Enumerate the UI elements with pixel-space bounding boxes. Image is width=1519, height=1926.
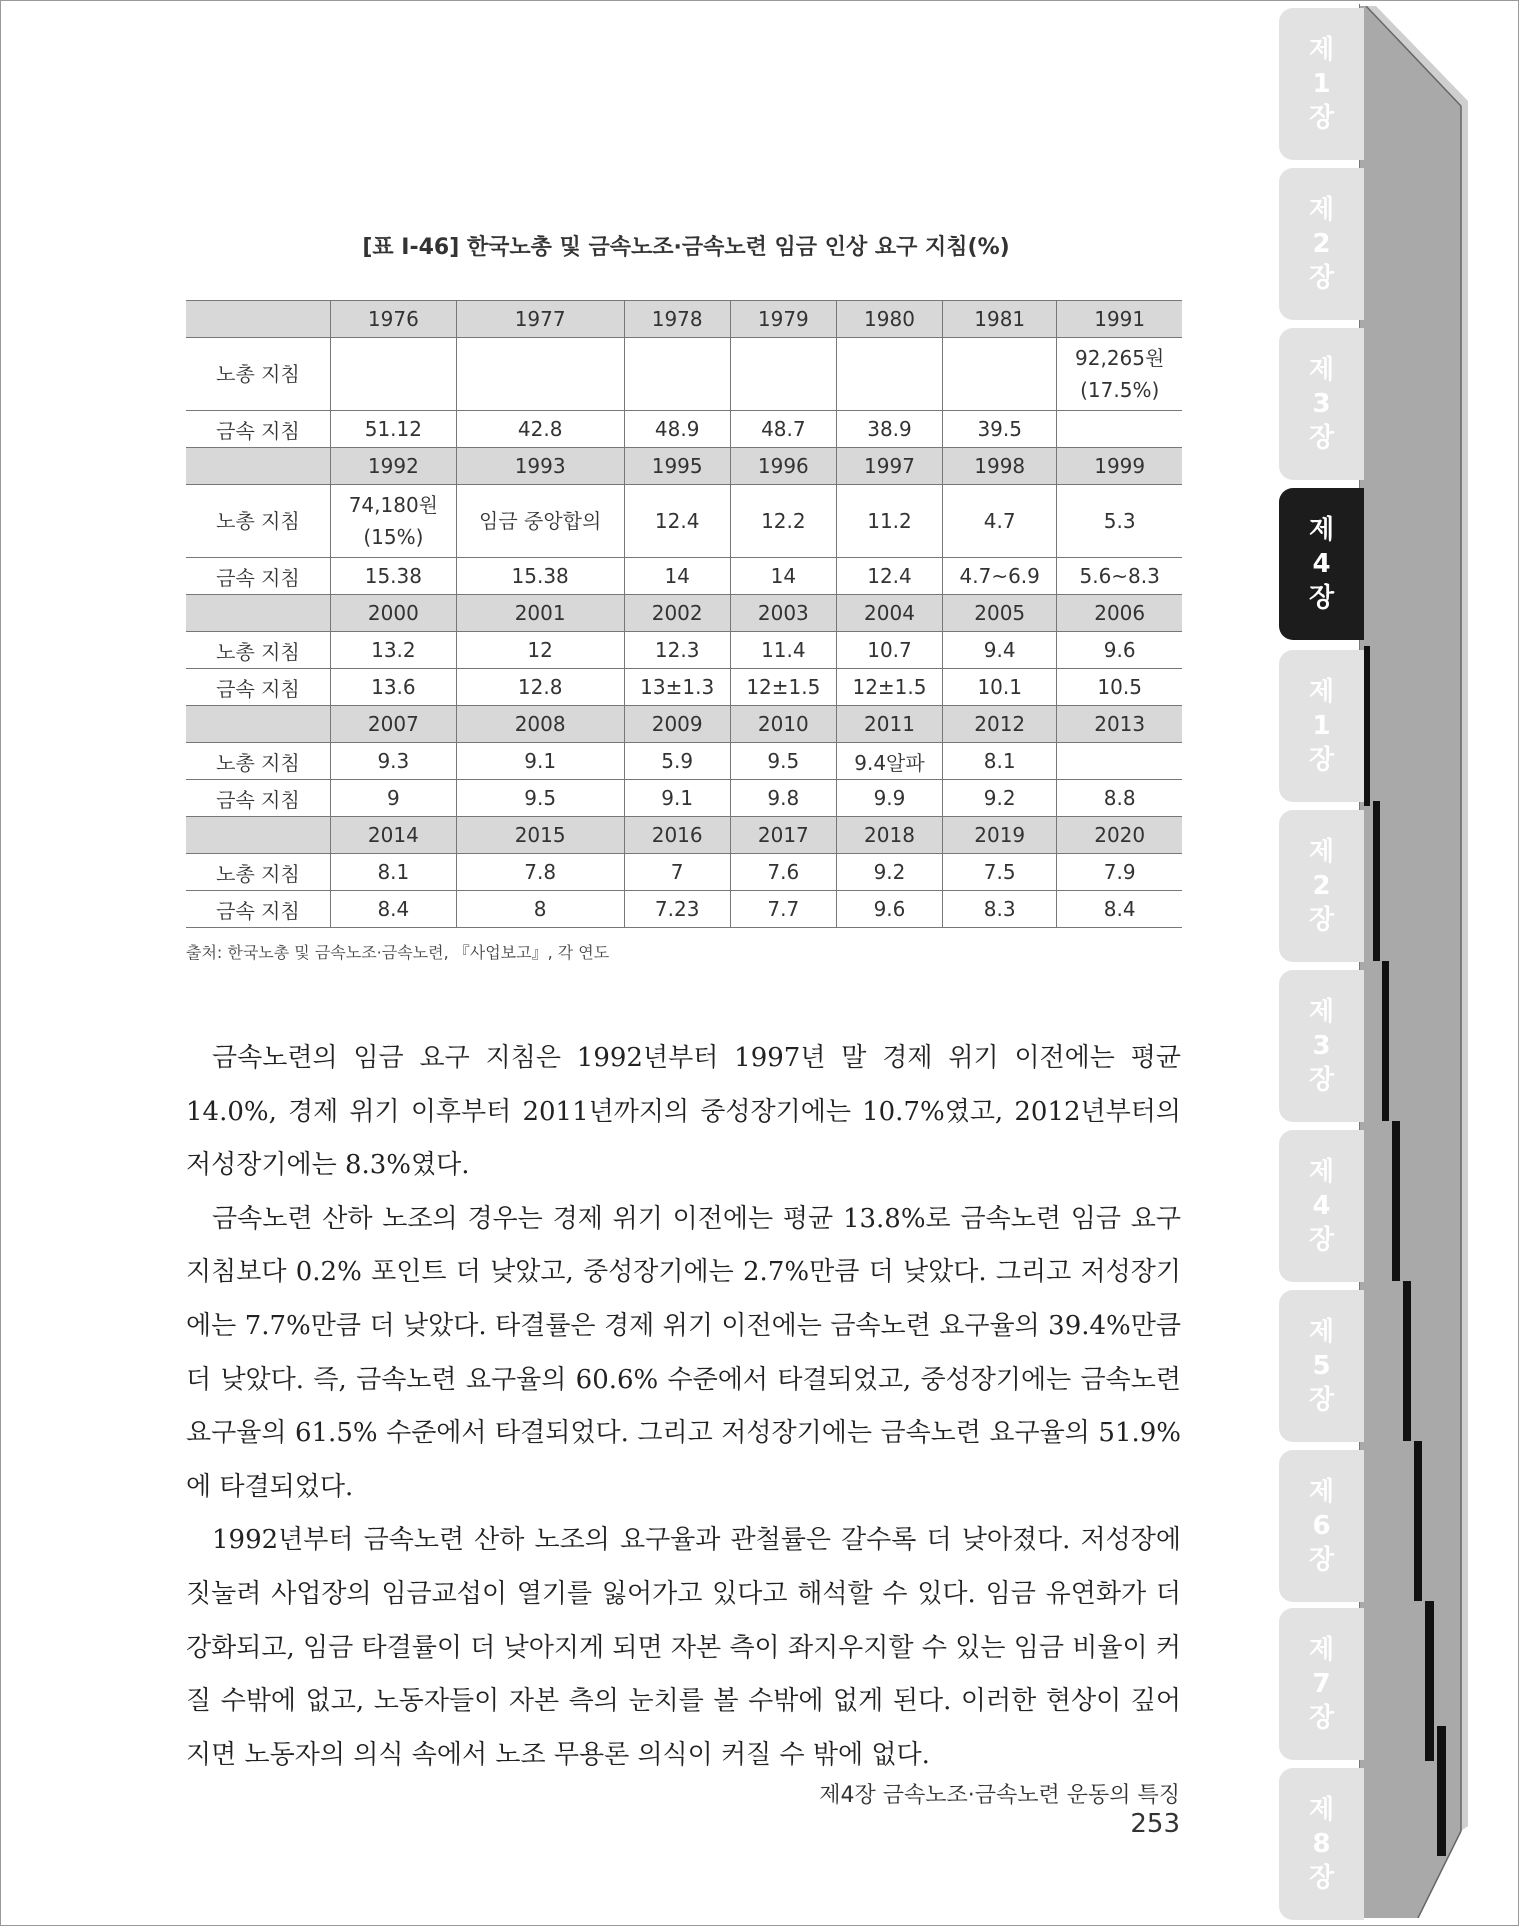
table-cell [1057,411,1182,448]
table-cell: 74,180원 (15%) [331,485,457,558]
table-cell: 12.8 [456,669,624,706]
table-row [186,632,1182,669]
row-label: 금속 지침 [186,669,331,706]
table-cell: 5.3 [1057,485,1182,558]
year-header-cell: 2000 [331,595,457,632]
table-cell: 7.9 [1057,854,1182,891]
chapter-tab[interactable] [1279,970,1364,1122]
year-header-cell: 2001 [456,595,624,632]
table-cell [943,338,1057,411]
chapter-tab-char: 3 [1312,1031,1331,1061]
row-label: 노총 지침 [186,632,331,669]
year-header-cell: 1992 [331,448,457,485]
table-cell: 13±1.3 [624,669,730,706]
table-cell: 12.4 [836,558,942,595]
chapter-tab-char: 장 [1308,103,1335,133]
chapter-tab-char: 4 [1312,549,1331,579]
year-header-cell: 2011 [836,706,942,743]
chapter-tab[interactable] [1279,1290,1364,1442]
running-footer-chapter: 제4장 금속노조·금속노련 운동의 특징 [819,1783,1180,1808]
chapter-tab-char: 제 [1308,837,1335,867]
chapter-tab-char: 1 [1312,69,1331,99]
table-row [186,558,1182,595]
chapter-tab[interactable] [1279,1608,1364,1760]
chapter-tab[interactable] [1279,810,1364,962]
year-header-cell: 1976 [331,301,457,338]
paragraph: 금속노련 산하 노조의 경우는 경제 위기 이전에는 평균 13.8%로 금속노련 임금 요구 지침보다 0.2% 포인트 더 낮았고, 중성장기에는 2.7%만큼 더 낮았다. 그리고 저성장기에는 7.7%만큼 더 낮았다. 타결률은 경제 위기 이전에는 금속노련 요구율의 39.4%만큼 더 낮았다. 즉, 금속노련 요구율의 60.6% 수준에서 타결되었고, 중성장기에는 금속노련 요구율의 61.5% 수준에서 타결되었다. 그리고 저성장기에는 금속노련 요구율의 51.9%에 타결되었다. [186,1203,1181,1502]
table-cell: 12±1.5 [836,669,942,706]
year-header-cell: 2007 [331,706,457,743]
chapter-tab-char: 장 [1308,1225,1335,1255]
chapter-tab-char: 제 [1308,1795,1335,1825]
table-cell: 9.5 [456,780,624,817]
row-label: 노총 지침 [186,485,331,558]
table-cell: 임금 중앙합의 [456,485,624,558]
table-cell: 48.7 [730,411,836,448]
chapter-tab-char: 장 [1308,1703,1335,1733]
chapter-tab-char: 제 [1308,195,1335,225]
table-row [186,743,1182,780]
year-header-cell: 1981 [943,301,1057,338]
row-label: 금속 지침 [186,558,331,595]
table-row [186,854,1182,891]
table-cell: 9.2 [836,854,942,891]
year-header-cell: 2019 [943,817,1057,854]
table-caption: [표 Ⅰ-46] 한국노총 및 금속노조·금속노련 임금 인상 요구 지침(%) [362,235,1010,260]
chapter-tab-char: 장 [1308,423,1335,453]
table-cell: 9.6 [836,891,942,928]
table-cell: 8.1 [331,854,457,891]
year-header-cell: 1993 [456,448,624,485]
table-row [186,669,1182,706]
chapter-tab[interactable] [1279,1768,1364,1920]
table-cell: 4.7~6.9 [943,558,1057,595]
table-cell: 14 [730,558,836,595]
chapter-tab-char: 3 [1312,389,1331,419]
table-cell: 12.3 [624,632,730,669]
table-cell: 9.5 [730,743,836,780]
year-header-cell: 2002 [624,595,730,632]
table-cell: 8.3 [943,891,1057,928]
table-cell [186,706,331,743]
chapter-tab-char: 장 [1308,905,1335,935]
chapter-tab-char: 8 [1312,1829,1331,1859]
chapter-tab[interactable] [1279,168,1364,320]
table-cell: 7 [624,854,730,891]
row-label: 노총 지침 [186,338,331,411]
chapter-tab[interactable] [1279,1130,1364,1282]
chapter-tab-char: 2 [1312,871,1331,901]
table-cell: 48.9 [624,411,730,448]
year-header-cell: 2006 [1057,595,1182,632]
table-source: 출처: 한국노총 및 금속노조·금속노련, 『사업보고』, 각 연도 [186,943,610,962]
table-cell: 8 [456,891,624,928]
year-header-cell: 1991 [1057,301,1182,338]
table-cell: 9.4 [943,632,1057,669]
year-header-cell: 1979 [730,301,836,338]
chapter-tab-char: 4 [1312,1191,1331,1221]
table-cell [836,338,942,411]
table-cell: 9.2 [943,780,1057,817]
chapter-tab-char: 장 [1308,1545,1335,1575]
table-cell: 10.7 [836,632,942,669]
table-cell: 9.1 [624,780,730,817]
table-cell: 12 [456,632,624,669]
chapter-tab-char: 장 [1308,1863,1335,1893]
year-header-cell: 2020 [1057,817,1182,854]
year-header-cell: 2013 [1057,706,1182,743]
chapter-tab-char: 장 [1308,583,1335,613]
table-row [186,411,1182,448]
chapter-tab-char: 제 [1308,355,1335,385]
year-header-cell: 2005 [943,595,1057,632]
year-header-row [186,595,1182,632]
table-cell: 9.9 [836,780,942,817]
table-cell: 9.6 [1057,632,1182,669]
page-number: 253 [1130,1809,1180,1839]
year-header-cell: 2015 [456,817,624,854]
table-cell: 8.1 [943,743,1057,780]
table-cell: 11.4 [730,632,836,669]
chapter-tab[interactable] [1279,8,1364,160]
table-cell: 4.7 [943,485,1057,558]
year-header-cell: 2018 [836,817,942,854]
row-label: 금속 지침 [186,411,331,448]
chapter-tab-char: 제 [1308,1317,1335,1347]
year-header-cell: 1999 [1057,448,1182,485]
row-label: 노총 지침 [186,854,331,891]
table-cell: 7.7 [730,891,836,928]
table-cell: 9.3 [331,743,457,780]
table-cell: 8.4 [331,891,457,928]
table-cell [730,338,836,411]
table-cell: 9.8 [730,780,836,817]
table-cell: 5.6~8.3 [1057,558,1182,595]
table-cell: 13.6 [331,669,457,706]
page-footer [780,1778,1180,1839]
year-header-cell: 2010 [730,706,836,743]
table-cell: 38.9 [836,411,942,448]
chapter-tab[interactable] [1279,1450,1364,1602]
chapter-tab[interactable] [1279,650,1364,802]
chapter-tab-char: 제 [1308,677,1335,707]
year-header-cell: 2003 [730,595,836,632]
year-header-cell: 2009 [624,706,730,743]
year-header-cell: 2016 [624,817,730,854]
chapter-tab-char: 제 [1308,997,1335,1027]
chapter-tabs [1279,0,1364,1926]
year-header-row [186,448,1182,485]
chapter-tab[interactable] [1279,328,1364,480]
table-cell: 15.38 [456,558,624,595]
chapter-tab-char: 제 [1308,1157,1335,1187]
year-header-cell: 1996 [730,448,836,485]
year-header-row [186,706,1182,743]
table-cell: 12.4 [624,485,730,558]
table-cell: 11.2 [836,485,942,558]
table-cell [331,338,457,411]
table-cell: 15.38 [331,558,457,595]
table-row [186,891,1182,928]
table-cell: 7.6 [730,854,836,891]
row-label: 금속 지침 [186,891,331,928]
table-cell: 7.8 [456,854,624,891]
chapter-tab-char: 장 [1308,745,1335,775]
book-edge [1356,6,1506,1918]
paragraph: 금속노련의 임금 요구 지침은 1992년부터 1997년 말 경제 위기 이전에는 평균 14.0%, 경제 위기 이후부터 2011년까지의 중성장기에는 10.7%였고, 2012년부터의 저성장기에는 8.3%였다. [186,1043,1181,1181]
chapter-tab-char: 제 [1308,35,1335,65]
table-cell: 10.5 [1057,669,1182,706]
table-cell: 5.9 [624,743,730,780]
row-label: 노총 지침 [186,743,331,780]
table-cell [624,338,730,411]
chapter-tab[interactable] [1279,488,1364,640]
chapter-tab-char: 6 [1312,1511,1331,1541]
table-cell: 12.2 [730,485,836,558]
year-header-cell: 1978 [624,301,730,338]
table-cell: 10.1 [943,669,1057,706]
table-cell [456,338,624,411]
wage-guideline-table [186,300,1182,928]
table-row [186,780,1182,817]
table-cell: 8.4 [1057,891,1182,928]
year-header-cell: 2017 [730,817,836,854]
chapter-tab-char: 1 [1312,711,1331,741]
body-text [186,1032,1181,1782]
table-cell [186,448,331,485]
chapter-tab-char: 5 [1312,1351,1331,1381]
chapter-tab-char: 2 [1312,229,1331,259]
chapter-tab-char: 장 [1308,1065,1335,1095]
table-cell: 9.1 [456,743,624,780]
row-label: 금속 지침 [186,780,331,817]
table-cell: 13.2 [331,632,457,669]
paragraph: 1992년부터 금속노련 산하 노조의 요구율과 관철률은 갈수록 더 낮아졌다. 저성장에 짓눌려 사업장의 임금교섭이 열기를 잃어가고 있다고 해석할 수 있다. 임금 유연화가 더 강화되고, 임금 타결률이 더 낮아지게 되면 자본 측이 좌지우지할 수 있는 임금 비율이 커질 수밖에 없고, 노동자들이 자본 측의 눈치를 볼 수밖에 없게 된다. 이러한 현상이 깊어지면 노동자의 의식 속에서 노조 무용론 의식이 커질 수 밖에 없다. [186,1525,1181,1770]
year-header-cell: 2004 [836,595,942,632]
table-cell: 7.23 [624,891,730,928]
table-cell: 14 [624,558,730,595]
table-cell [1057,743,1182,780]
table-cell [186,595,331,632]
year-header-row [186,301,1182,338]
chapter-tab-char: 제 [1308,515,1335,545]
year-header-cell: 1998 [943,448,1057,485]
table-cell: 51.12 [331,411,457,448]
year-header-cell: 1980 [836,301,942,338]
year-header-cell: 1977 [456,301,624,338]
year-header-cell: 2014 [331,817,457,854]
year-header-cell: 2012 [943,706,1057,743]
chapter-tab-char: 장 [1308,263,1335,293]
table-row [186,338,1182,411]
year-header-cell: 1995 [624,448,730,485]
chapter-tab-char: 7 [1312,1669,1331,1699]
table-cell: 12±1.5 [730,669,836,706]
table-cell: 42.8 [456,411,624,448]
table-cell [186,817,331,854]
table-cell: 7.5 [943,854,1057,891]
year-header-cell: 1997 [836,448,942,485]
chapter-tab-char: 제 [1308,1635,1335,1665]
year-header-row [186,817,1182,854]
table-row [186,485,1182,558]
year-header-cell: 2008 [456,706,624,743]
table-cell: 39.5 [943,411,1057,448]
table-cell: 8.8 [1057,780,1182,817]
table-cell: 9 [331,780,457,817]
chapter-tab-char: 장 [1308,1385,1335,1415]
table-cell [186,301,331,338]
chapter-tab-char: 제 [1308,1477,1335,1507]
table-cell: 9.4알파 [836,743,942,780]
table-cell: 92,265원 (17.5%) [1057,338,1182,411]
